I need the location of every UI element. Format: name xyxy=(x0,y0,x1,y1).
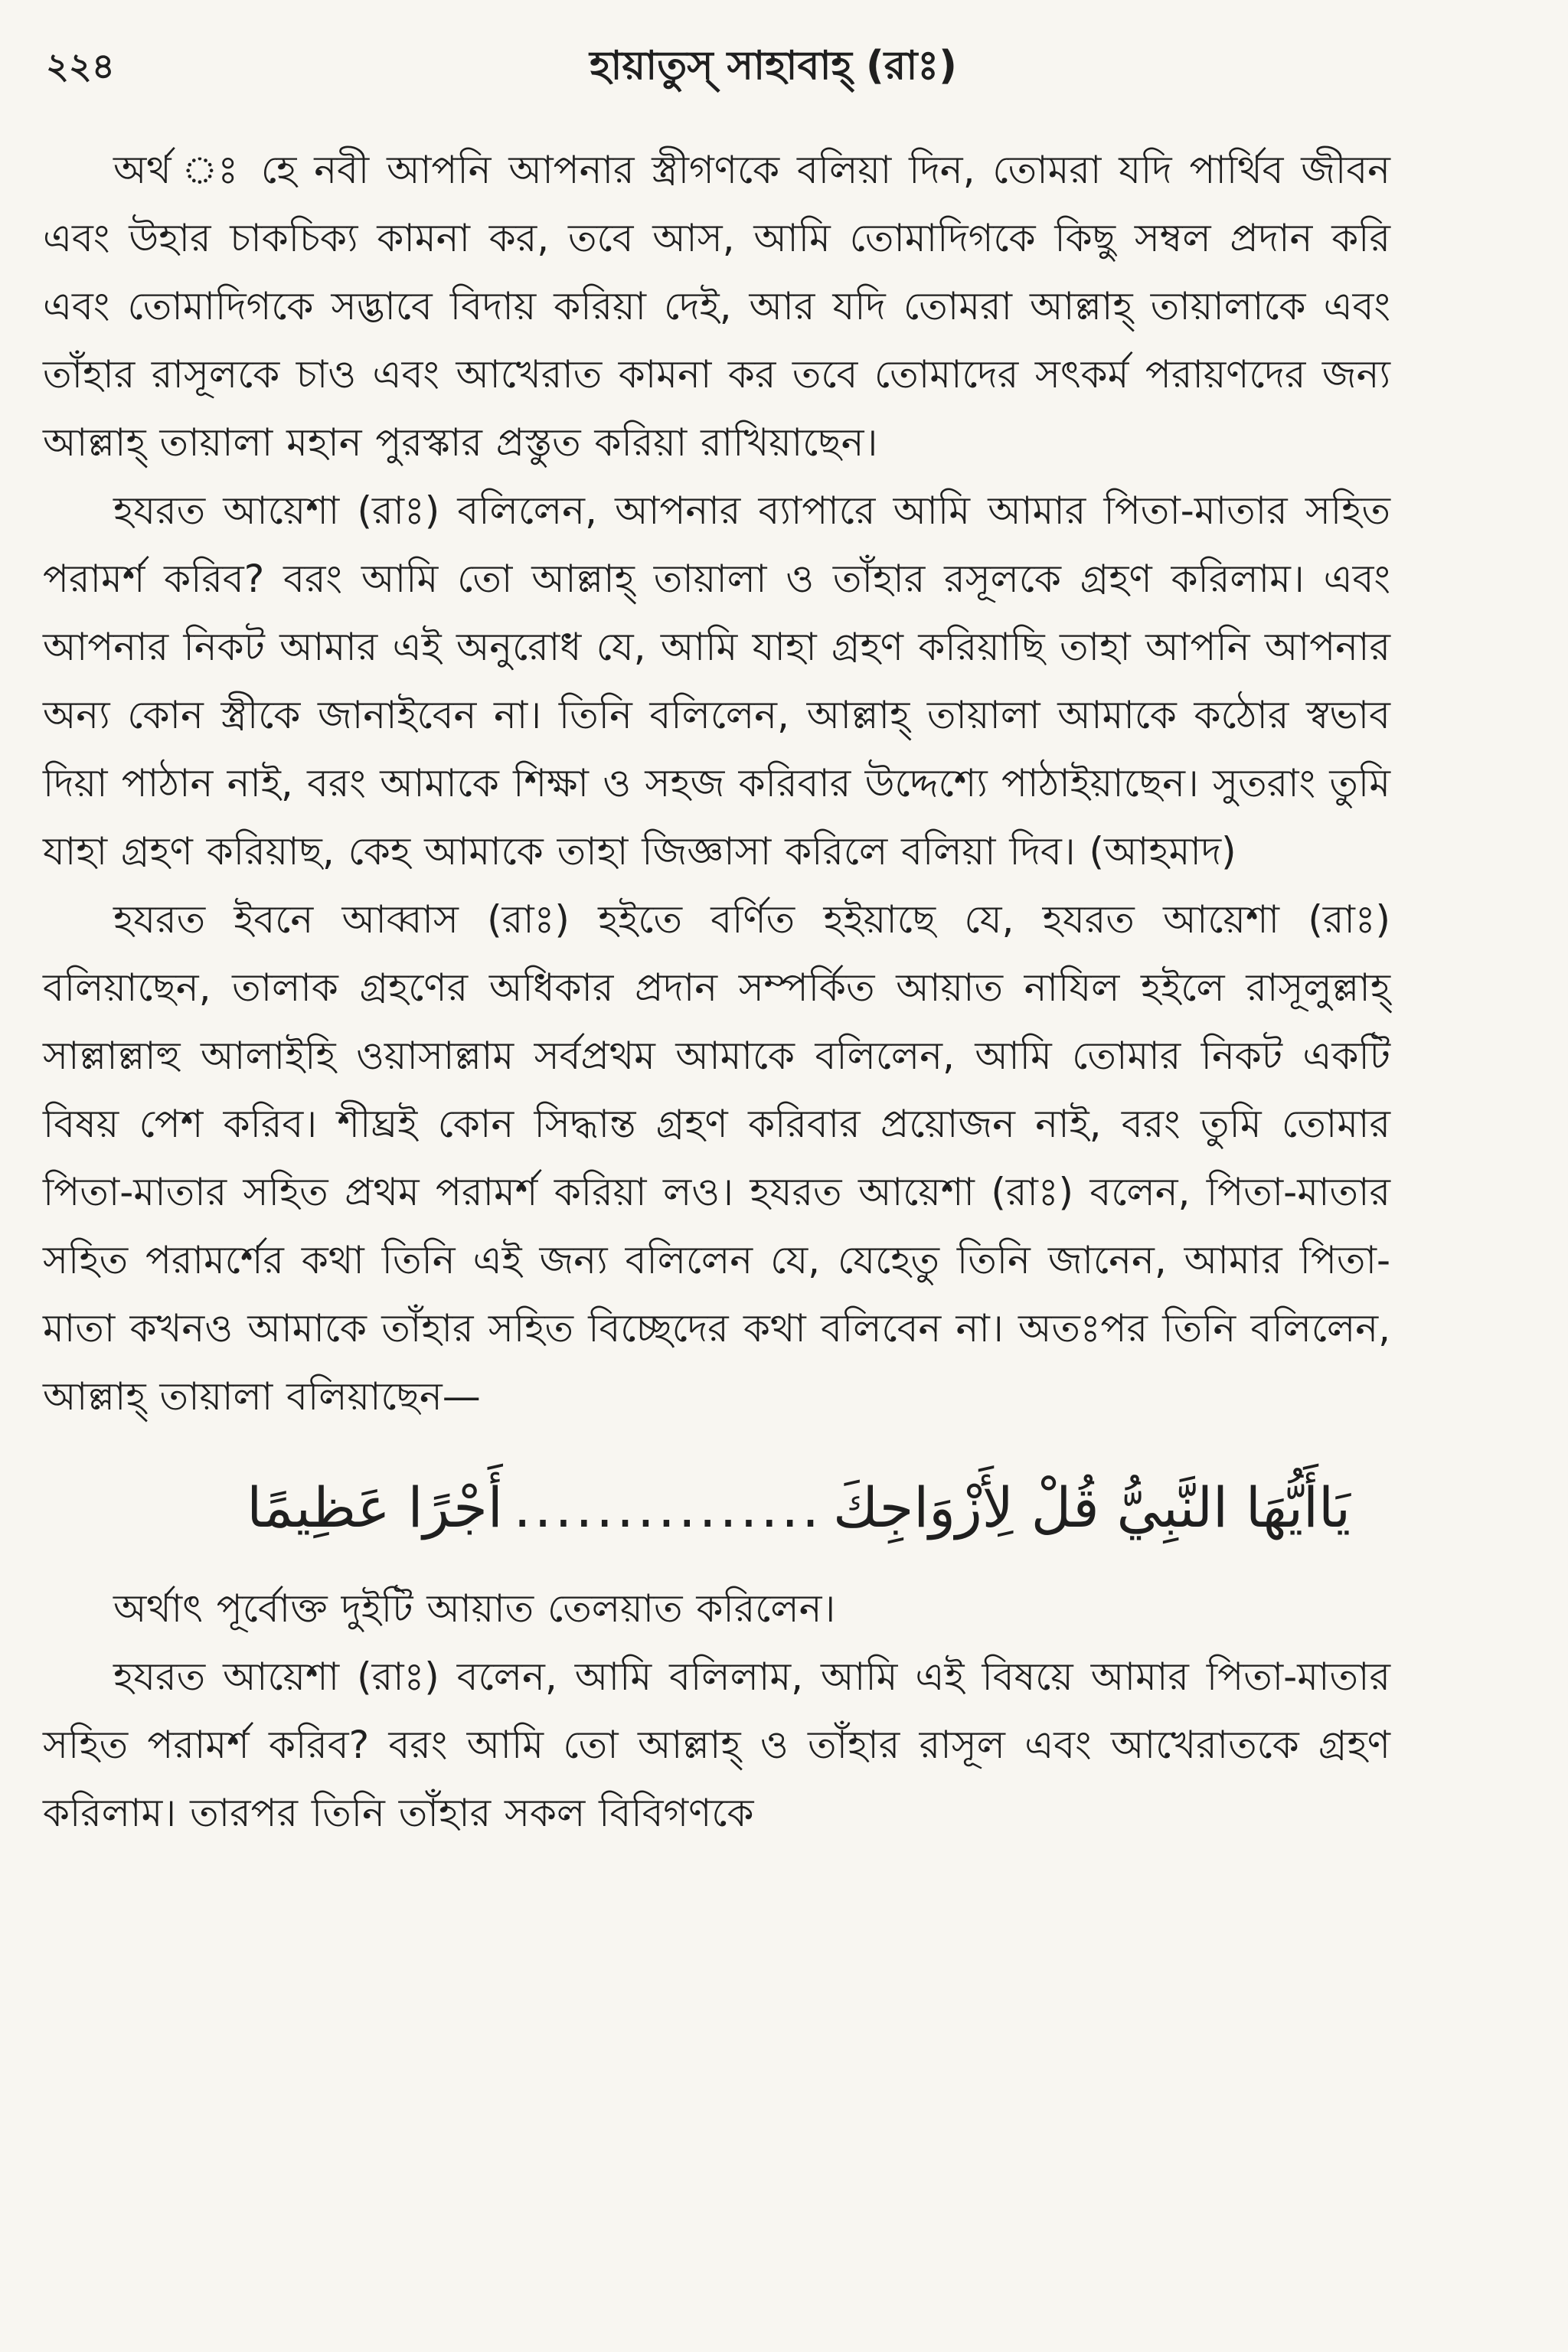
paragraph-translation: অর্থ ঃ হে নবী আপনি আপনার স্ত্রীগণকে বলিয়া দিন, তোমরা যদি পার্থিব জীবন এবং উহার চাকচিক্য কামনা কর, তবে আস, আমি তোমাদিগকে কিছু সম্বল প্রদান করি এবং তোমাদিগকে সদ্ভাবে বিদায় করিয়া দেই, আর যদি তোমরা আল্লাহ্ তায়ালাকে এবং তাঁহার রাসূলকে চাও এবং আখেরাত কামনা কর তবে তোমাদের সৎকর্ম পরায়ণদের জন্য আল্লাহ্ তায়ালা মহান পুরস্কার প্রস্তুত করিয়া রাখিয়াছেন। xyxy=(43,148,1390,465)
arabic-verse-closing: أَجْرًا عَظِيمًا xyxy=(247,1475,503,1540)
page-number: ২২৪ xyxy=(46,45,115,87)
running-title: হায়াতুস্ সাহাবাহ্ (রাঃ) xyxy=(590,43,957,89)
page-header xyxy=(46,40,1401,101)
arabic-verse-ellipsis: ............... xyxy=(513,1475,823,1540)
body-text xyxy=(43,136,1390,1847)
paragraph-aisha-decision: হযরত আয়েশা (রাঃ) বলেন, আমি বলিলাম, আমি এই বিষয়ে আমার পিতা-মাতার সহিত পরামর্শ করিব? বরং আমি তো আল্লাহ্ ও তাঁহার রাসূল এবং আখেরাতকে গ্রহণ করিলাম। তারপর তিনি তাঁহার সকল বিবিগণকে xyxy=(43,1655,1390,1835)
paragraph-recitation-note: অর্থাৎ পূর্বোক্ত দুইটি আয়াত তেলয়াত করিলেন। xyxy=(113,1586,836,1631)
arabic-verse-opening: يَاأَيُّهَا النَّبِيُّ قُلْ لِأَزْوَاجِكَ xyxy=(833,1475,1351,1540)
paragraph-aisha-reply: হযরত আয়েশা (রাঃ) বলিলেন, আপনার ব্যাপারে আমি আমার পিতা-মাতার সহিত পরামর্শ করিব? বরং আমি তো আল্লাহ্ তায়ালা ও তাঁহার রসূলকে গ্রহণ করিলাম। এবং আপনার নিকট আমার এই অনুরোধ যে, আমি যাহা গ্রহণ করিয়াছি তাহা আপনি আপনার অন্য কোন স্ত্রীকে জানাইবেন না। তিনি বলিলেন, আল্লাহ্ তায়ালা আমাকে কঠোর স্বভাব দিয়া পাঠান নাই, বরং আমাকে শিক্ষা ও সহজ করিবার উদ্দেশ্যে পাঠাইয়াছেন। সুতরাং তুমি যাহা গ্রহণ করিয়াছ, কেহ আমাকে তাহা জিজ্ঞাসা করিলে বলিয়া দিব। (আহমাদ) xyxy=(43,488,1390,874)
paragraph-ibn-abbas-narration: হযরত ইবনে আব্বাস (রাঃ) হইতে বর্ণিত হইয়াছে যে, হযরত আয়েশা (রাঃ) বলিয়াছেন, তালাক গ্রহণের অধিকার প্রদান সম্পর্কিত আয়াত নাযিল হইলে রাসূলুল্লাহ্ সাল্লাল্লাহু আলাইহি ওয়াসাল্লাম সর্বপ্রথম আমাকে বলিলেন, আমি তোমার নিকট একটি বিষয় পেশ করিব। শীঘ্রই কোন সিদ্ধান্ত গ্রহণ করিবার প্রয়োজন নাই, বরং তুমি তোমার পিতা-মাতার সহিত প্রথম পরামর্শ করিয়া লও। হযরত আয়েশা (রাঃ) বলেন, পিতা-মাতার সহিত পরামর্শের কথা তিনি এই জন্য বলিলেন যে, যেহেতু তিনি জানেন, আমার পিতা-মাতা কখনও আমাকে তাঁহার সহিত বিচ্ছেদের কথা বলিবেন না। অতঃপর তিনি বলিলেন, আল্লাহ্ তায়ালা বলিয়াছেন— xyxy=(43,897,1390,1419)
arabic-verse xyxy=(80,1446,1351,1561)
